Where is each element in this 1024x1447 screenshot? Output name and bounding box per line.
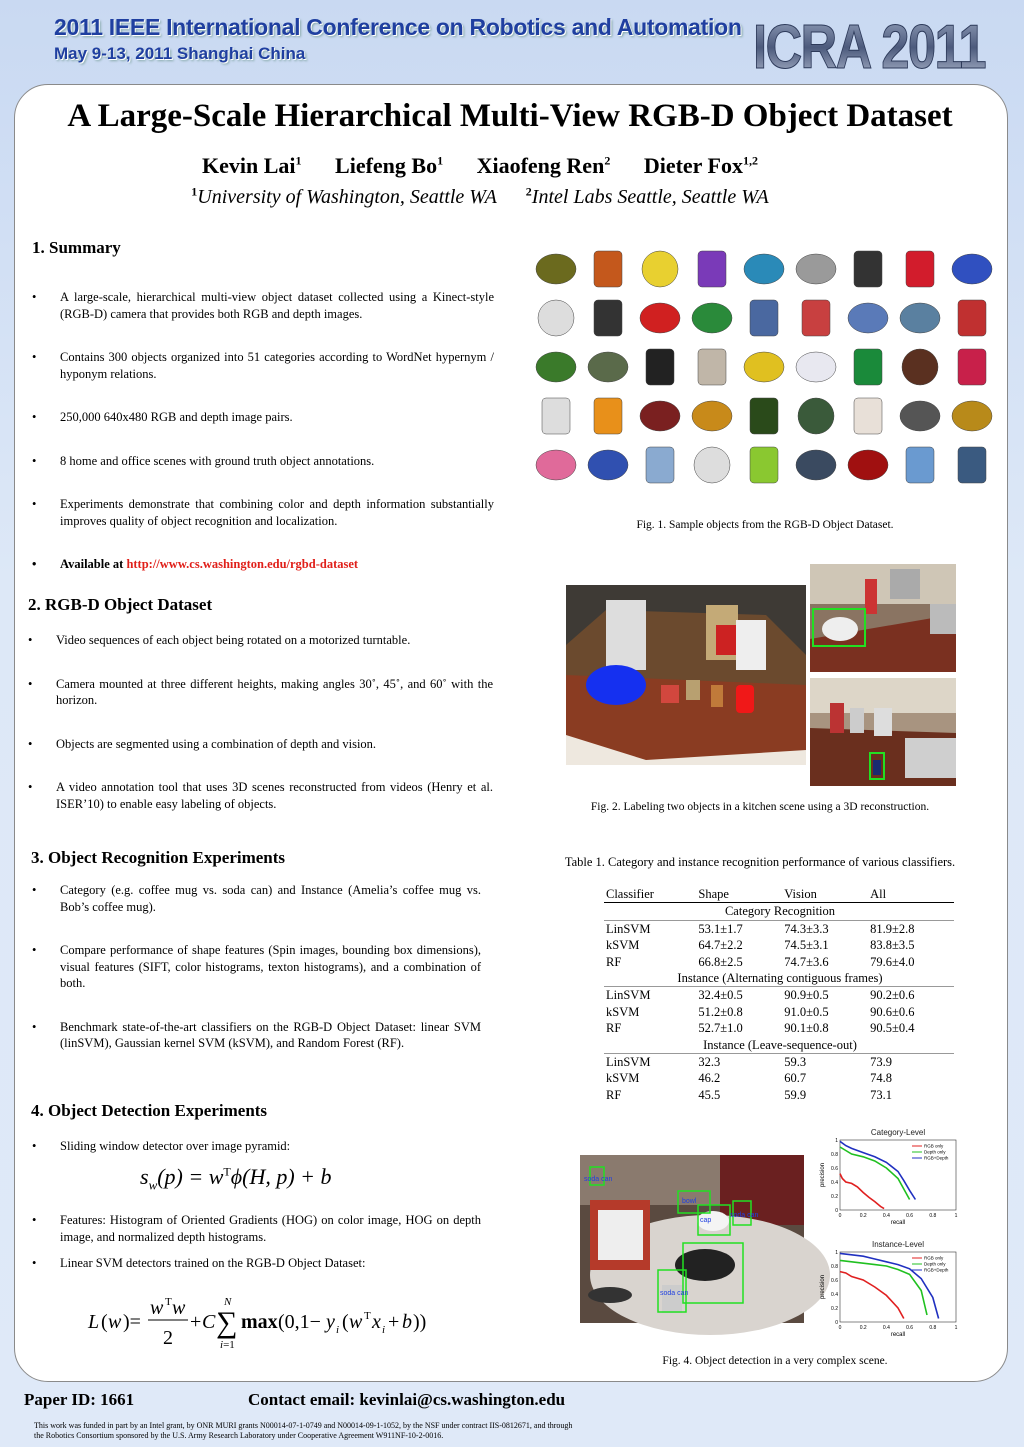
dataset-heading: 2. RGB-D Object Dataset bbox=[28, 595, 213, 614]
list-item: • A large-scale, hierarchical multi-view object dataset collected using a Kinect-style (RGB-D) camera that provides both RGB and depth images. bbox=[30, 289, 494, 322]
object-thumbnail bbox=[536, 254, 576, 284]
figure-1-caption: Fig. 1. Sample objects from the RGB-D Object Dataset. bbox=[636, 519, 894, 531]
object-thumbnail bbox=[798, 398, 834, 434]
column-header: Shape bbox=[696, 886, 782, 903]
object-thumbnail bbox=[694, 447, 730, 483]
kitchen-3d-reconstruction bbox=[566, 585, 806, 765]
chart-title: Category-Level bbox=[870, 1128, 926, 1137]
object-thumbnail bbox=[958, 349, 986, 385]
recognition-list bbox=[30, 882, 481, 1052]
object-thumbnail bbox=[854, 349, 882, 385]
legend-entry: Depth only bbox=[924, 1149, 946, 1155]
figure-2-caption: Fig. 2. Labeling two objects in a kitchen scene using a 3D reconstruction. bbox=[590, 801, 930, 813]
svg-text:x: x bbox=[372, 1311, 381, 1333]
author-2: Liefeng Bo$^1$ bbox=[335, 153, 444, 178]
object-thumbnail bbox=[594, 251, 622, 287]
object-thumbnail bbox=[796, 450, 836, 480]
object-thumbnail bbox=[642, 251, 678, 287]
svg-text:(0,1−: (0,1− bbox=[278, 1311, 321, 1333]
object-thumbnail bbox=[588, 450, 628, 480]
contact-email: Contact email: kevinlai@cs.washington.edu bbox=[248, 1390, 566, 1409]
x-tick-label: 0.6 bbox=[906, 1213, 914, 1219]
table-group-row: Instance (Leave-sequence-out) bbox=[604, 1037, 954, 1054]
list-item: • Category (e.g. coffee mug vs. soda can) and Instance (Amelia’s coffee mug vs. Bob’s coffee mug). bbox=[30, 882, 481, 915]
object-thumbnail bbox=[958, 447, 986, 483]
svg-text:T: T bbox=[364, 1310, 371, 1322]
dataset-link[interactable]: http://www.cs.washington.edu/rgbd-dataset bbox=[126, 557, 359, 571]
table-row: LinSVM 32.4±0.5 90.9±0.5 90.2±0.6 bbox=[606, 988, 915, 1003]
table-row: RF 66.8±2.5 74.7±3.6 79.6±4.0 bbox=[606, 954, 915, 969]
author-1: Kevin Lai$^1$ bbox=[202, 153, 302, 178]
detection-label: bowl bbox=[682, 1198, 697, 1205]
object-thumbnail bbox=[594, 398, 622, 434]
object-thumbnail bbox=[750, 398, 778, 434]
icra-logo bbox=[750, 13, 988, 82]
detection-scene-photo bbox=[580, 1155, 804, 1323]
x-tick-label: 0 bbox=[838, 1213, 842, 1219]
svg-text:)=: )= bbox=[123, 1311, 141, 1333]
object-thumbnail bbox=[744, 352, 784, 382]
svg-text:L: L bbox=[88, 1311, 100, 1333]
y-tick-label: 0 bbox=[835, 1320, 838, 1326]
object-thumbnail bbox=[542, 398, 570, 434]
svg-text:max: max bbox=[241, 1311, 278, 1333]
object-thumbnail bbox=[952, 254, 992, 284]
x-tick-label: 0.2 bbox=[859, 1213, 867, 1219]
table-row: RF 45.5 59.9 73.1 bbox=[606, 1087, 892, 1102]
table-group-row: Instance (Alternating contiguous frames) bbox=[604, 970, 954, 987]
svm-objective-equation bbox=[88, 1294, 448, 1354]
results-table bbox=[604, 886, 954, 1103]
x-tick-label: 0.8 bbox=[929, 1325, 937, 1331]
y-tick-label: 1 bbox=[835, 1250, 838, 1256]
list-item: • Objects are segmented using a combination of depth and vision. bbox=[26, 736, 493, 753]
list-item: • Features: Histogram of Oriented Gradients (HOG) on color image, HOG on depth image, and normalized depth histograms. bbox=[30, 1212, 481, 1245]
y-tick-label: 0.2 bbox=[831, 1306, 838, 1312]
list-item: • 8 home and office scenes with ground truth object annotations. bbox=[30, 453, 494, 470]
table-row: kSVM 51.2±0.8 91.0±0.5 90.6±0.6 bbox=[606, 1004, 915, 1019]
object-thumbnail bbox=[854, 398, 882, 434]
x-tick-label: 1 bbox=[954, 1325, 958, 1331]
column-header: All bbox=[868, 886, 954, 903]
category-level-pr-chart bbox=[816, 1126, 966, 1238]
y-tick-label: 1 bbox=[835, 1138, 838, 1144]
x-axis-label: recall bbox=[890, 1220, 906, 1226]
object-thumbnail bbox=[640, 303, 680, 333]
svg-text:i: i bbox=[336, 1324, 340, 1336]
object-thumbnail bbox=[750, 300, 778, 336]
table-row: RF 52.7±1.0 90.1±0.8 90.5±0.4 bbox=[606, 1021, 915, 1036]
list-item bbox=[30, 556, 494, 573]
object-thumbnail bbox=[952, 401, 992, 431]
funding-note: This work was funded in part by an Intel grant, by ONR MURI grants N00014-07-1-0749 and N00014-09-1-1052, by the NSF under contract IIS-0812671, and through the Robotics Consortium sponsored by the U.S. Army Research Laboratory under Cooperative Agreement W911NF-10-2-0016. bbox=[34, 1421, 573, 1440]
table-group-row: Category Recognition bbox=[604, 903, 954, 920]
object-thumbnail bbox=[692, 401, 732, 431]
table-1-caption: Table 1. Category and instance recognition performance of various classifiers. bbox=[564, 855, 956, 869]
detection-list-2 bbox=[30, 1212, 481, 1272]
summary-list bbox=[30, 289, 494, 573]
legend-entry: RGB only bbox=[924, 1255, 944, 1261]
object-thumbnail bbox=[698, 349, 726, 385]
kitchen-scene-view-2 bbox=[810, 678, 956, 786]
detection-label: soda can bbox=[584, 1176, 613, 1183]
y-axis-label: precision bbox=[820, 1162, 826, 1188]
svg-text:b: b bbox=[402, 1311, 412, 1333]
detection-label: cap bbox=[700, 1217, 712, 1224]
object-thumbnail bbox=[588, 352, 628, 382]
list-item: • Camera mounted at three different heights, making angles 30˚, 45˚, and 60˚ with the horizon. bbox=[26, 676, 493, 709]
svg-text:w: w bbox=[172, 1297, 186, 1319]
sample-objects-grid bbox=[530, 245, 990, 510]
object-thumbnail bbox=[536, 450, 576, 480]
object-thumbnail bbox=[744, 254, 784, 284]
object-thumbnail bbox=[750, 447, 778, 483]
y-tick-label: 0.4 bbox=[831, 1180, 838, 1186]
affiliation-2: $^2$Intel Labs Seattle, Seattle WA bbox=[525, 184, 769, 208]
x-tick-label: 0.4 bbox=[882, 1325, 890, 1331]
summary-heading: 1. Summary bbox=[32, 238, 121, 257]
svg-text:(: ( bbox=[342, 1311, 349, 1333]
detection-list-1 bbox=[30, 1138, 481, 1155]
y-tick-label: 0.2 bbox=[831, 1194, 838, 1200]
object-thumbnail bbox=[906, 447, 934, 483]
table-header-row bbox=[604, 886, 954, 903]
svg-text:+: + bbox=[190, 1311, 202, 1333]
x-tick-label: 0.2 bbox=[859, 1325, 867, 1331]
list-item: • Sliding window detector over image pyramid: bbox=[30, 1138, 481, 1155]
y-tick-label: 0.6 bbox=[831, 1166, 838, 1172]
x-tick-label: 1 bbox=[954, 1213, 958, 1219]
affiliations bbox=[0, 184, 960, 209]
x-tick-label: 0.4 bbox=[882, 1213, 890, 1219]
object-thumbnail bbox=[906, 251, 934, 287]
column-header: Classifier bbox=[604, 886, 696, 903]
svg-text:N: N bbox=[224, 1296, 232, 1308]
author-3: Xiaofeng Ren$^2$ bbox=[476, 153, 611, 178]
y-tick-label: 0.4 bbox=[831, 1292, 838, 1298]
x-tick-label: 0.8 bbox=[929, 1213, 937, 1219]
x-axis-label: recall bbox=[890, 1332, 906, 1338]
object-thumbnail bbox=[848, 303, 888, 333]
recognition-heading: 3. Object Recognition Experiments bbox=[31, 848, 286, 867]
table-row: kSVM 46.2 60.7 74.8 bbox=[606, 1071, 892, 1086]
list-item: • Benchmark state-of-the-art classifiers on the RGB-D Object Dataset: linear SVM (linSVM), Gaussian kernel SVM (kSVM), and Random Forest (RF). bbox=[30, 1019, 481, 1052]
svg-text:T: T bbox=[165, 1296, 172, 1308]
svg-text:C: C bbox=[202, 1311, 216, 1333]
conference-name: 2011 IEEE International Conference on Robotics and Automation bbox=[54, 14, 742, 40]
svg-text:)): )) bbox=[413, 1311, 427, 1333]
detection-label: soda can bbox=[730, 1212, 759, 1219]
y-tick-label: 0.8 bbox=[831, 1152, 838, 1158]
svg-text:+: + bbox=[388, 1311, 400, 1333]
available-label: Available at bbox=[60, 557, 127, 571]
kitchen-scene-view-1 bbox=[810, 564, 956, 672]
dataset-list bbox=[26, 632, 493, 812]
object-thumbnail bbox=[692, 303, 732, 333]
detection-heading: 4. Object Detection Experiments bbox=[31, 1101, 268, 1120]
y-tick-label: 0.6 bbox=[831, 1278, 838, 1284]
instance-level-pr-chart bbox=[816, 1238, 966, 1350]
object-thumbnail bbox=[854, 251, 882, 287]
chart-title: Instance-Level bbox=[871, 1240, 925, 1249]
list-item: • Contains 300 objects organized into 51 categories according to WordNet hypernym / hyponym relations. bbox=[30, 349, 494, 382]
y-tick-label: 0.8 bbox=[831, 1264, 838, 1270]
object-thumbnail bbox=[646, 447, 674, 483]
list-item: • Video sequences of each object being rotated on a motorized turntable. bbox=[26, 632, 493, 649]
x-tick-label: 0 bbox=[838, 1325, 842, 1331]
table-row: LinSVM 32.3 59.3 73.9 bbox=[606, 1055, 892, 1070]
svg-text:ICRA 2011: ICRA 2011 bbox=[753, 13, 986, 82]
object-thumbnail bbox=[900, 303, 940, 333]
object-thumbnail bbox=[796, 254, 836, 284]
object-thumbnail bbox=[848, 450, 888, 480]
object-thumbnail bbox=[900, 401, 940, 431]
svg-text:w: w bbox=[349, 1311, 363, 1333]
svg-text:i: i bbox=[382, 1324, 386, 1336]
object-thumbnail bbox=[802, 300, 830, 336]
x-tick-label: 0.6 bbox=[906, 1325, 914, 1331]
object-thumbnail bbox=[536, 352, 576, 382]
svg-text:y: y bbox=[326, 1311, 335, 1333]
author-list bbox=[0, 153, 960, 179]
list-item: • Linear SVM detectors trained on the RGB-D Object Dataset: bbox=[30, 1255, 481, 1272]
object-thumbnail bbox=[958, 300, 986, 336]
object-thumbnail bbox=[594, 300, 622, 336]
object-thumbnail bbox=[902, 349, 938, 385]
svg-text:w: w bbox=[150, 1297, 164, 1319]
affiliation-1: $^1$University of Washington, Seattle WA bbox=[191, 184, 497, 208]
list-item: • 250,000 640x480 RGB and depth image pairs. bbox=[30, 409, 494, 426]
svg-text:w: w bbox=[108, 1311, 122, 1333]
column-header: Vision bbox=[782, 886, 868, 903]
list-item: • A video annotation tool that uses 3D scenes reconstructed from videos (Henry et al. ISER’10) to enable easy labeling of objects. bbox=[26, 779, 493, 812]
object-thumbnail bbox=[538, 300, 574, 336]
svg-text:2: 2 bbox=[163, 1327, 173, 1349]
table-row: kSVM 64.7±2.2 74.5±3.1 83.8±3.5 bbox=[606, 938, 915, 953]
legend-entry: RGB+Depth bbox=[924, 1155, 949, 1161]
svg-text:(: ( bbox=[101, 1311, 108, 1333]
legend-entry: Depth only bbox=[924, 1261, 946, 1267]
y-axis-label: precision bbox=[820, 1274, 826, 1300]
conference-dates: May 9-13, 2011 Shanghai China bbox=[54, 44, 306, 63]
poster-title: A Large-Scale Hierarchical Multi-View RGB-D Object Dataset bbox=[67, 98, 953, 134]
legend-entry: RGB+Depth bbox=[924, 1267, 949, 1273]
author-4: Dieter Fox$^{1,2}$ bbox=[643, 153, 758, 178]
sliding-window-equation: $s_w(p) = w^T\phi(H$, p) + b bbox=[140, 1164, 332, 1193]
detection-label: soda can bbox=[660, 1290, 689, 1297]
legend-entry: RGB only bbox=[924, 1143, 944, 1149]
object-thumbnail bbox=[646, 349, 674, 385]
object-thumbnail bbox=[698, 251, 726, 287]
object-thumbnail bbox=[796, 352, 836, 382]
paper-id: Paper ID: 1661 bbox=[24, 1390, 135, 1409]
list-item: • Experiments demonstrate that combining color and depth information substantially improves quality of object recognition and localization. bbox=[30, 496, 494, 529]
svg-text:i=1: i=1 bbox=[220, 1339, 235, 1351]
figure-4-caption: Fig. 4. Object detection in a very complex scene. bbox=[662, 1355, 888, 1367]
list-item: • Compare performance of shape features (Spin images, bounding box dimensions), visual features (SIFT, color histograms, texton histograms), and a combination of both. bbox=[30, 942, 481, 992]
y-tick-label: 0 bbox=[835, 1208, 838, 1214]
table-row: LinSVM 53.1±1.7 74.3±3.3 81.9±2.8 bbox=[606, 921, 915, 936]
svg-text:∑: ∑ bbox=[216, 1306, 238, 1339]
object-thumbnail bbox=[640, 401, 680, 431]
